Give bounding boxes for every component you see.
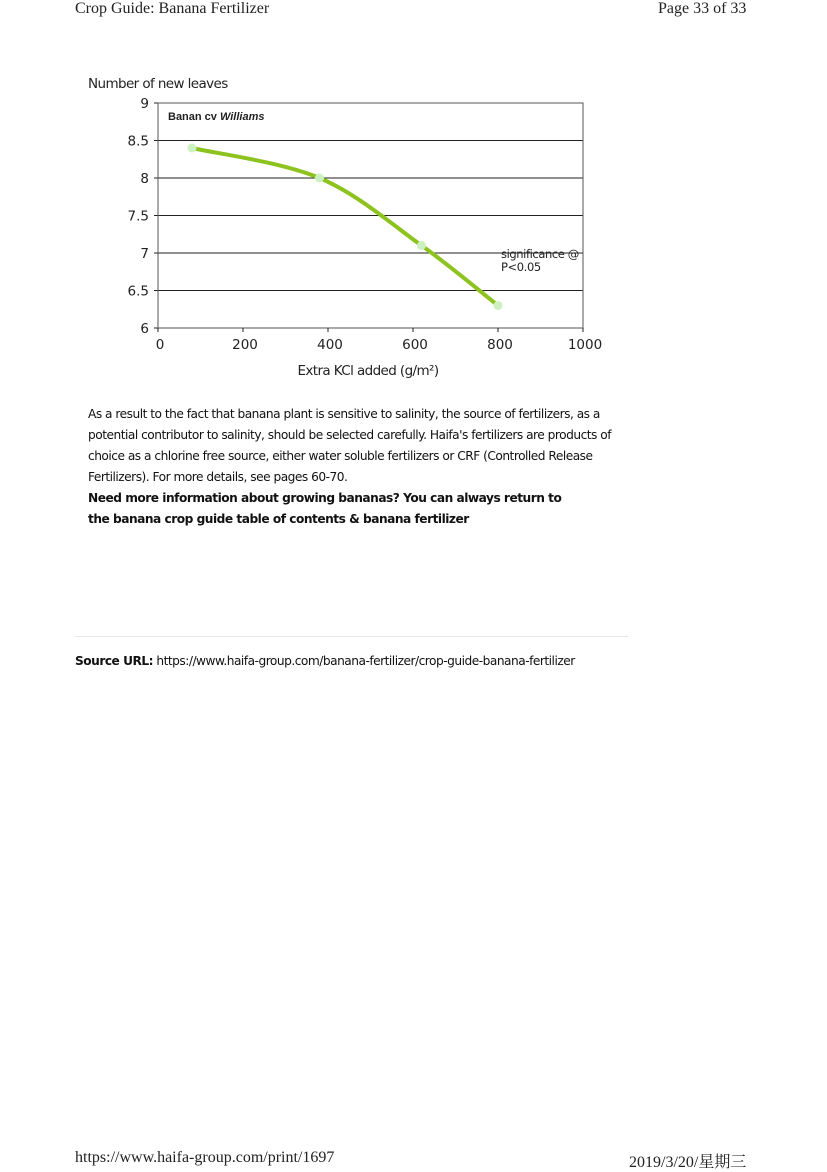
cultivar-name: Williams (219, 111, 265, 123)
data-point-2 (417, 241, 426, 250)
page-number: Page 33 of 33 (658, 0, 747, 17)
series-markers (188, 144, 503, 311)
more-info-line1: Need more information about growing bananas? You can always return to (88, 491, 562, 505)
x-tick-label-0: 0 (155, 337, 165, 353)
y-axis-label: Number of new leaves (88, 76, 228, 92)
source-url-label: Source URL: (75, 654, 153, 668)
x-tick-label-600: 600 (402, 337, 428, 353)
print-date: 2019/3/20/星期三 (629, 1154, 747, 1171)
body-text (88, 404, 628, 530)
kcl-leaves-chart (80, 72, 620, 382)
x-axis-label: Extra KCl added (g/m²) (297, 363, 439, 379)
source-url (75, 654, 675, 668)
y-tick-label-8: 8 (140, 171, 149, 187)
chart-gridlines (154, 103, 583, 328)
y-tick-label-6: 6 (140, 321, 149, 337)
divider (75, 636, 628, 637)
x-tick-label-800: 800 (487, 337, 513, 353)
series-line (192, 148, 498, 306)
x-tick-label-200: 200 (232, 337, 258, 353)
y-tick-label-7.5: 7.5 (127, 208, 149, 225)
y-tick-label-7: 7 (140, 246, 149, 262)
document-title: Crop Guide: Banana Fertilizer (75, 0, 270, 17)
x-tick-labels (156, 328, 602, 353)
source-url-link[interactable]: https://www.haifa-group.com/banana-fertilizer/crop-guide-banana-fertilizer (156, 654, 575, 668)
y-tick-label-6.5: 6.5 (127, 283, 149, 300)
y-tick-labels (128, 96, 149, 337)
data-point-3 (494, 301, 503, 310)
y-tick-label-9: 9 (140, 96, 149, 112)
significance-label-line2: P<0.05 (501, 260, 541, 274)
x-tick-label-1000: 1000 (567, 337, 603, 353)
print-url: https://www.haifa-group.com/print/1697 (75, 1149, 335, 1166)
y-tick-label-8.5: 8.5 (127, 133, 149, 150)
data-point-1 (315, 174, 324, 183)
data-point-0 (188, 144, 197, 153)
fertilizer-paragraph: As a result to the fact that banana plant is sensitive to salinity, the source of fertilizers, as a potential contributor to salinity, should be selected carefully. Haifa's fertilizers are products of choice as a chlorine free source, either water soluble fertilizers or CRF (Controlled Release Fertilizers). For more details, see pages 60-70. (88, 407, 612, 484)
x-tick-label-400: 400 (317, 337, 343, 353)
cultivar-label (168, 111, 265, 123)
more-info-line2[interactable]: the banana crop guide table of contents & banana fertilizer (88, 512, 469, 526)
cultivar-prefix: Banan cv (168, 111, 220, 123)
significance-label-line1: significance @ (501, 247, 579, 261)
